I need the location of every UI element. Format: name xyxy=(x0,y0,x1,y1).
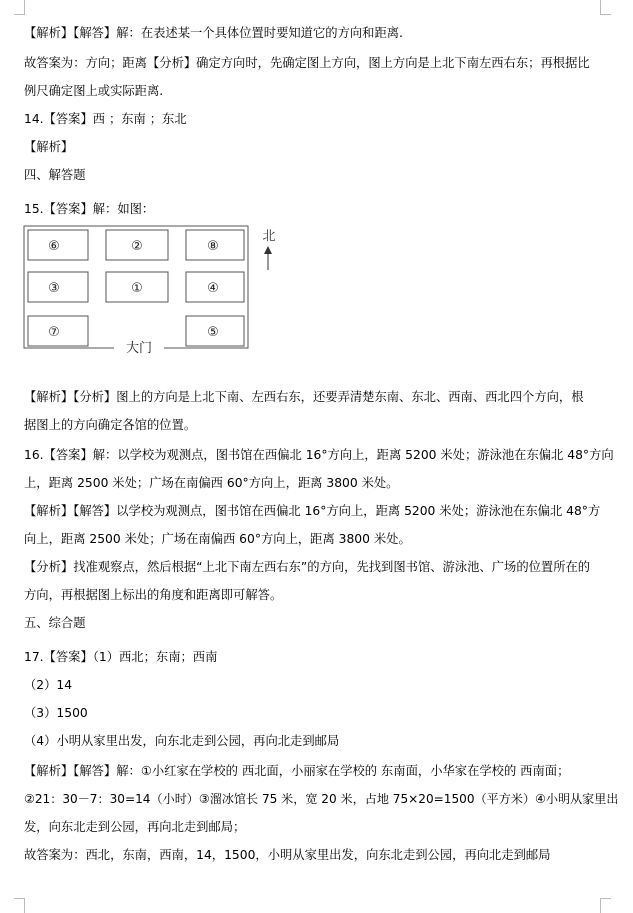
text-line: 【解析】 xyxy=(24,140,74,154)
map-label-r1c2: ② xyxy=(131,239,143,254)
text-line: 【解析】【解答】解：①小红家在学校的 西北面，小丽家在学校的 东南面，小华家在学校的 西南面； xyxy=(24,764,570,778)
crop-mark-top-left xyxy=(14,0,25,15)
text-line: 据图上的方向确定各馆的位置。 xyxy=(24,418,197,432)
text-line: 发，向东北走到公园，再向北走到邮局； xyxy=(24,820,246,834)
text-line: 故答案为：方向；距离【分析】确定方向时，先确定图上方向，图上方向是上北下南左西右东；再根据比 xyxy=(24,56,590,70)
crop-mark-bottom-left xyxy=(14,898,25,913)
text-line: 14.【答案】西 ；东南 ；东北 xyxy=(24,112,187,126)
text-line: 例尺确定图上或实际距离. xyxy=(24,84,164,98)
section-heading: 五、综合题 xyxy=(24,616,86,630)
map-label-r3c1: ⑦ xyxy=(48,325,60,340)
text-line: 【解析】【解答】解：在表述某一个具体位置时要知道它的方向和距离. xyxy=(24,26,403,40)
text-line: （3）1500 xyxy=(24,706,88,720)
map-label-r1c1: ⑥ xyxy=(48,239,60,254)
text-line: （4）小明从家里出发，向东北走到公园，再向北走到邮局 xyxy=(24,734,340,748)
text-line: 故答案为：西北，东南，西南，14，1500，小明从家里出发，向东北走到公园，再向北走到邮局 xyxy=(24,848,551,862)
section-heading: 四、解答题 xyxy=(24,168,86,182)
text-line: 向上，距离 2500 米处；广场在南偏西 60°方向上，距离 3800 米处。 xyxy=(24,532,411,546)
text-line: 【解析】【解答】以学校为观测点，图书馆在西偏北 16°方向上，距离 5200 米处；游泳池在东偏北 48°方 xyxy=(24,504,601,518)
north-label: 北 xyxy=(262,229,276,244)
text-line: 17.【答案】（1）西北；东南；西南 xyxy=(24,650,218,664)
text-line: 15.【答案】解：如图： xyxy=(24,202,155,216)
map-label-r2c1: ③ xyxy=(48,281,60,296)
text-line: 上，距离 2500 米处；广场在南偏西 60°方向上，距离 3800 米处。 xyxy=(24,476,399,490)
map-label-r3c3: ⑤ xyxy=(207,325,219,340)
text-line: 方向，再根据图上标出的角度和距离即可解答。 xyxy=(24,588,283,602)
text-line: 【分析】找准观察点，然后根据“上北下南左西右东”的方向，先找到图书馆、游泳池、广场的位置所在的 xyxy=(24,560,591,574)
text-line: 16.【答案】解：以学校为观测点，图书馆在西偏北 16°方向上，距离 5200 米处；游泳池在东偏北 48°方向 xyxy=(24,448,614,462)
text-line: ②21：30－7：30=14（小时）③溜冰馆长 75 米，宽 20 米，占地 75×20=1500（平方米）④小明从家里出 xyxy=(24,792,619,806)
map-label-r1c3: ⑧ xyxy=(207,239,219,254)
map-gate-label: 大门 xyxy=(125,341,153,356)
north-arrow-icon xyxy=(262,229,275,270)
map-label-r2c2: ① xyxy=(131,281,143,296)
crop-mark-bottom-right xyxy=(600,898,611,913)
crop-mark-top-right xyxy=(600,0,611,15)
text-line: 【解析】【分析】图上的方向是上北下南、左西右东，还要弄清楚东南、东北、西南、西北四个方向，根 xyxy=(24,390,584,404)
venue-map-diagram xyxy=(22,224,292,356)
map-label-r2c3: ④ xyxy=(207,281,219,296)
text-line: （2）14 xyxy=(24,678,73,692)
